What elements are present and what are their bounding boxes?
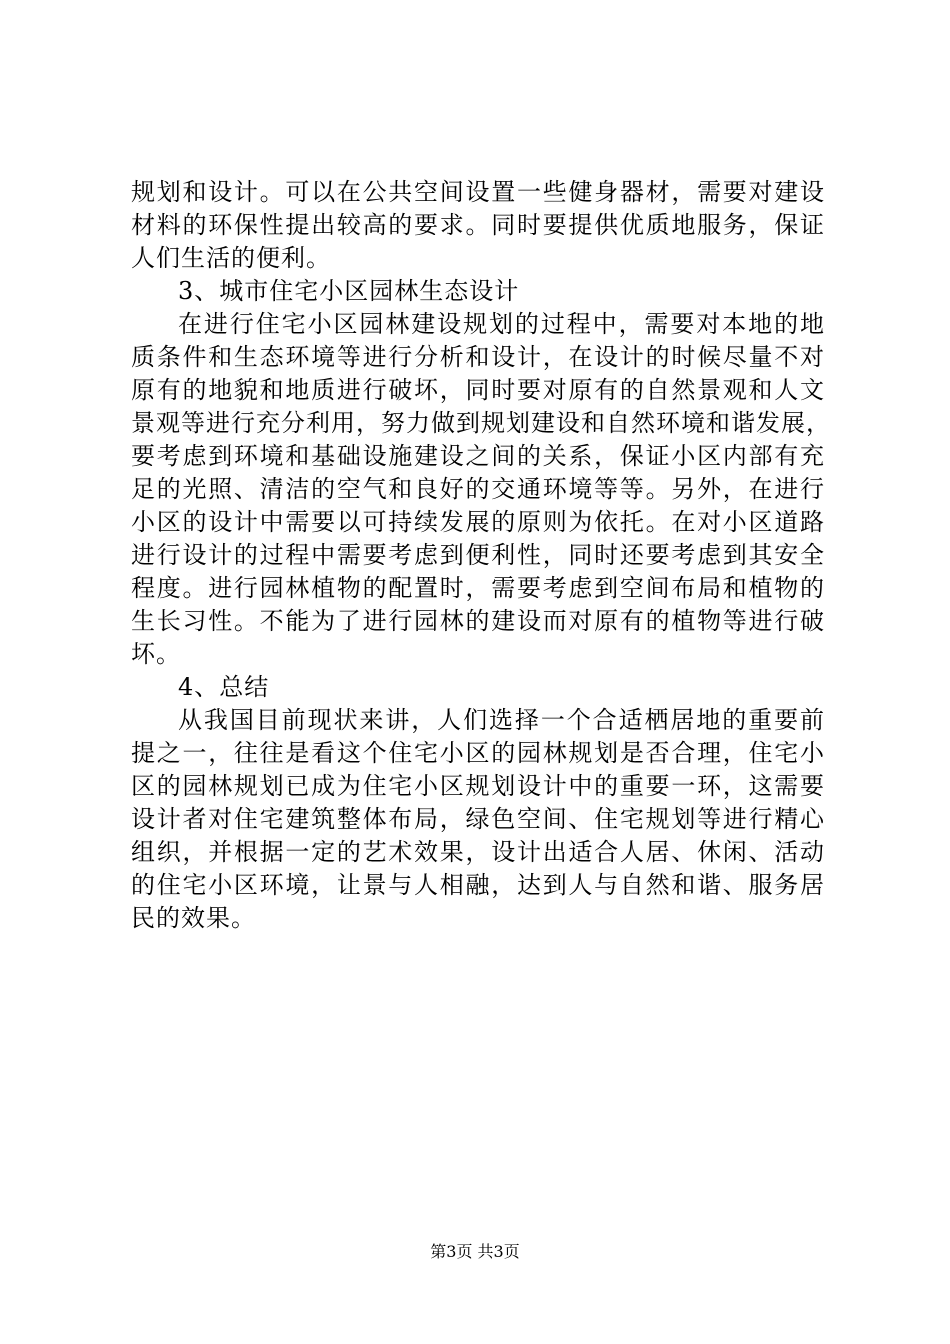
text-line: 从我国目前现状来讲，人们选择一个合适栖居地的重要前 xyxy=(178,706,825,734)
text-line: 足的光照、清洁的空气和良好的交通环境等等。另外，在进行 xyxy=(131,475,825,503)
page-number-footer: 第3页 共3页 xyxy=(430,1242,520,1261)
text-line: 要考虑到环境和基础设施建设之间的关系，保证小区内部有充 xyxy=(131,442,825,470)
text-line: 进行设计的过程中需要考虑到便利性，同时还要考虑到其安全 xyxy=(131,541,825,569)
paragraph-continued xyxy=(131,176,825,275)
paragraph-eco-design xyxy=(131,308,831,671)
text-line: 坏。 xyxy=(131,640,181,668)
text-line: 的住宅小区环境，让景与人相融，达到人与自然和谐、服务居 xyxy=(131,871,825,899)
text-line: 程度。进行园林植物的配置时，需要考虑到空间布局和植物的 xyxy=(131,574,825,602)
section-heading-4: 4、总结 xyxy=(178,673,270,701)
text-line: 规划和设计。可以在公共空间设置一些健身器材，需要对建设 xyxy=(131,178,825,206)
text-line: 人们生活的便利。 xyxy=(131,244,331,272)
text-line: 景观等进行充分利用，努力做到规划建设和自然环境和谐发展， xyxy=(131,409,831,437)
text-line: 质条件和生态环境等进行分析和设计，在设计的时候尽量不对 xyxy=(131,343,825,371)
section-heading-3: 3、城市住宅小区园林生态设计 xyxy=(178,277,520,305)
text-line: 设计者对住宅建筑整体布局，绿色空间、住宅规划等进行精心 xyxy=(131,805,825,833)
text-line: 提之一，往往是看这个住宅小区的园林规划是否合理，住宅小 xyxy=(131,739,825,767)
text-line: 生长习性。不能为了进行园林的建设而对原有的植物等进行破 xyxy=(131,607,825,635)
text-line: 原有的地貌和地质进行破坏，同时要对原有的自然景观和人文 xyxy=(131,376,825,404)
text-line: 小区的设计中需要以可持续发展的原则为依托。在对小区道路 xyxy=(131,508,825,536)
paragraph-summary xyxy=(131,704,825,935)
text-line: 材料的环保性提出较高的要求。同时要提供优质地服务，保证 xyxy=(131,211,825,239)
text-line: 在进行住宅小区园林建设规划的过程中，需要对本地的地 xyxy=(178,310,825,338)
text-line: 组织，并根据一定的艺术效果，设计出适合人居、休闲、活动 xyxy=(131,838,825,866)
text-line: 民的效果。 xyxy=(131,904,256,932)
text-line: 区的园林规划已成为住宅小区规划设计中的重要一环，这需要 xyxy=(131,772,825,800)
document-body xyxy=(131,176,831,935)
